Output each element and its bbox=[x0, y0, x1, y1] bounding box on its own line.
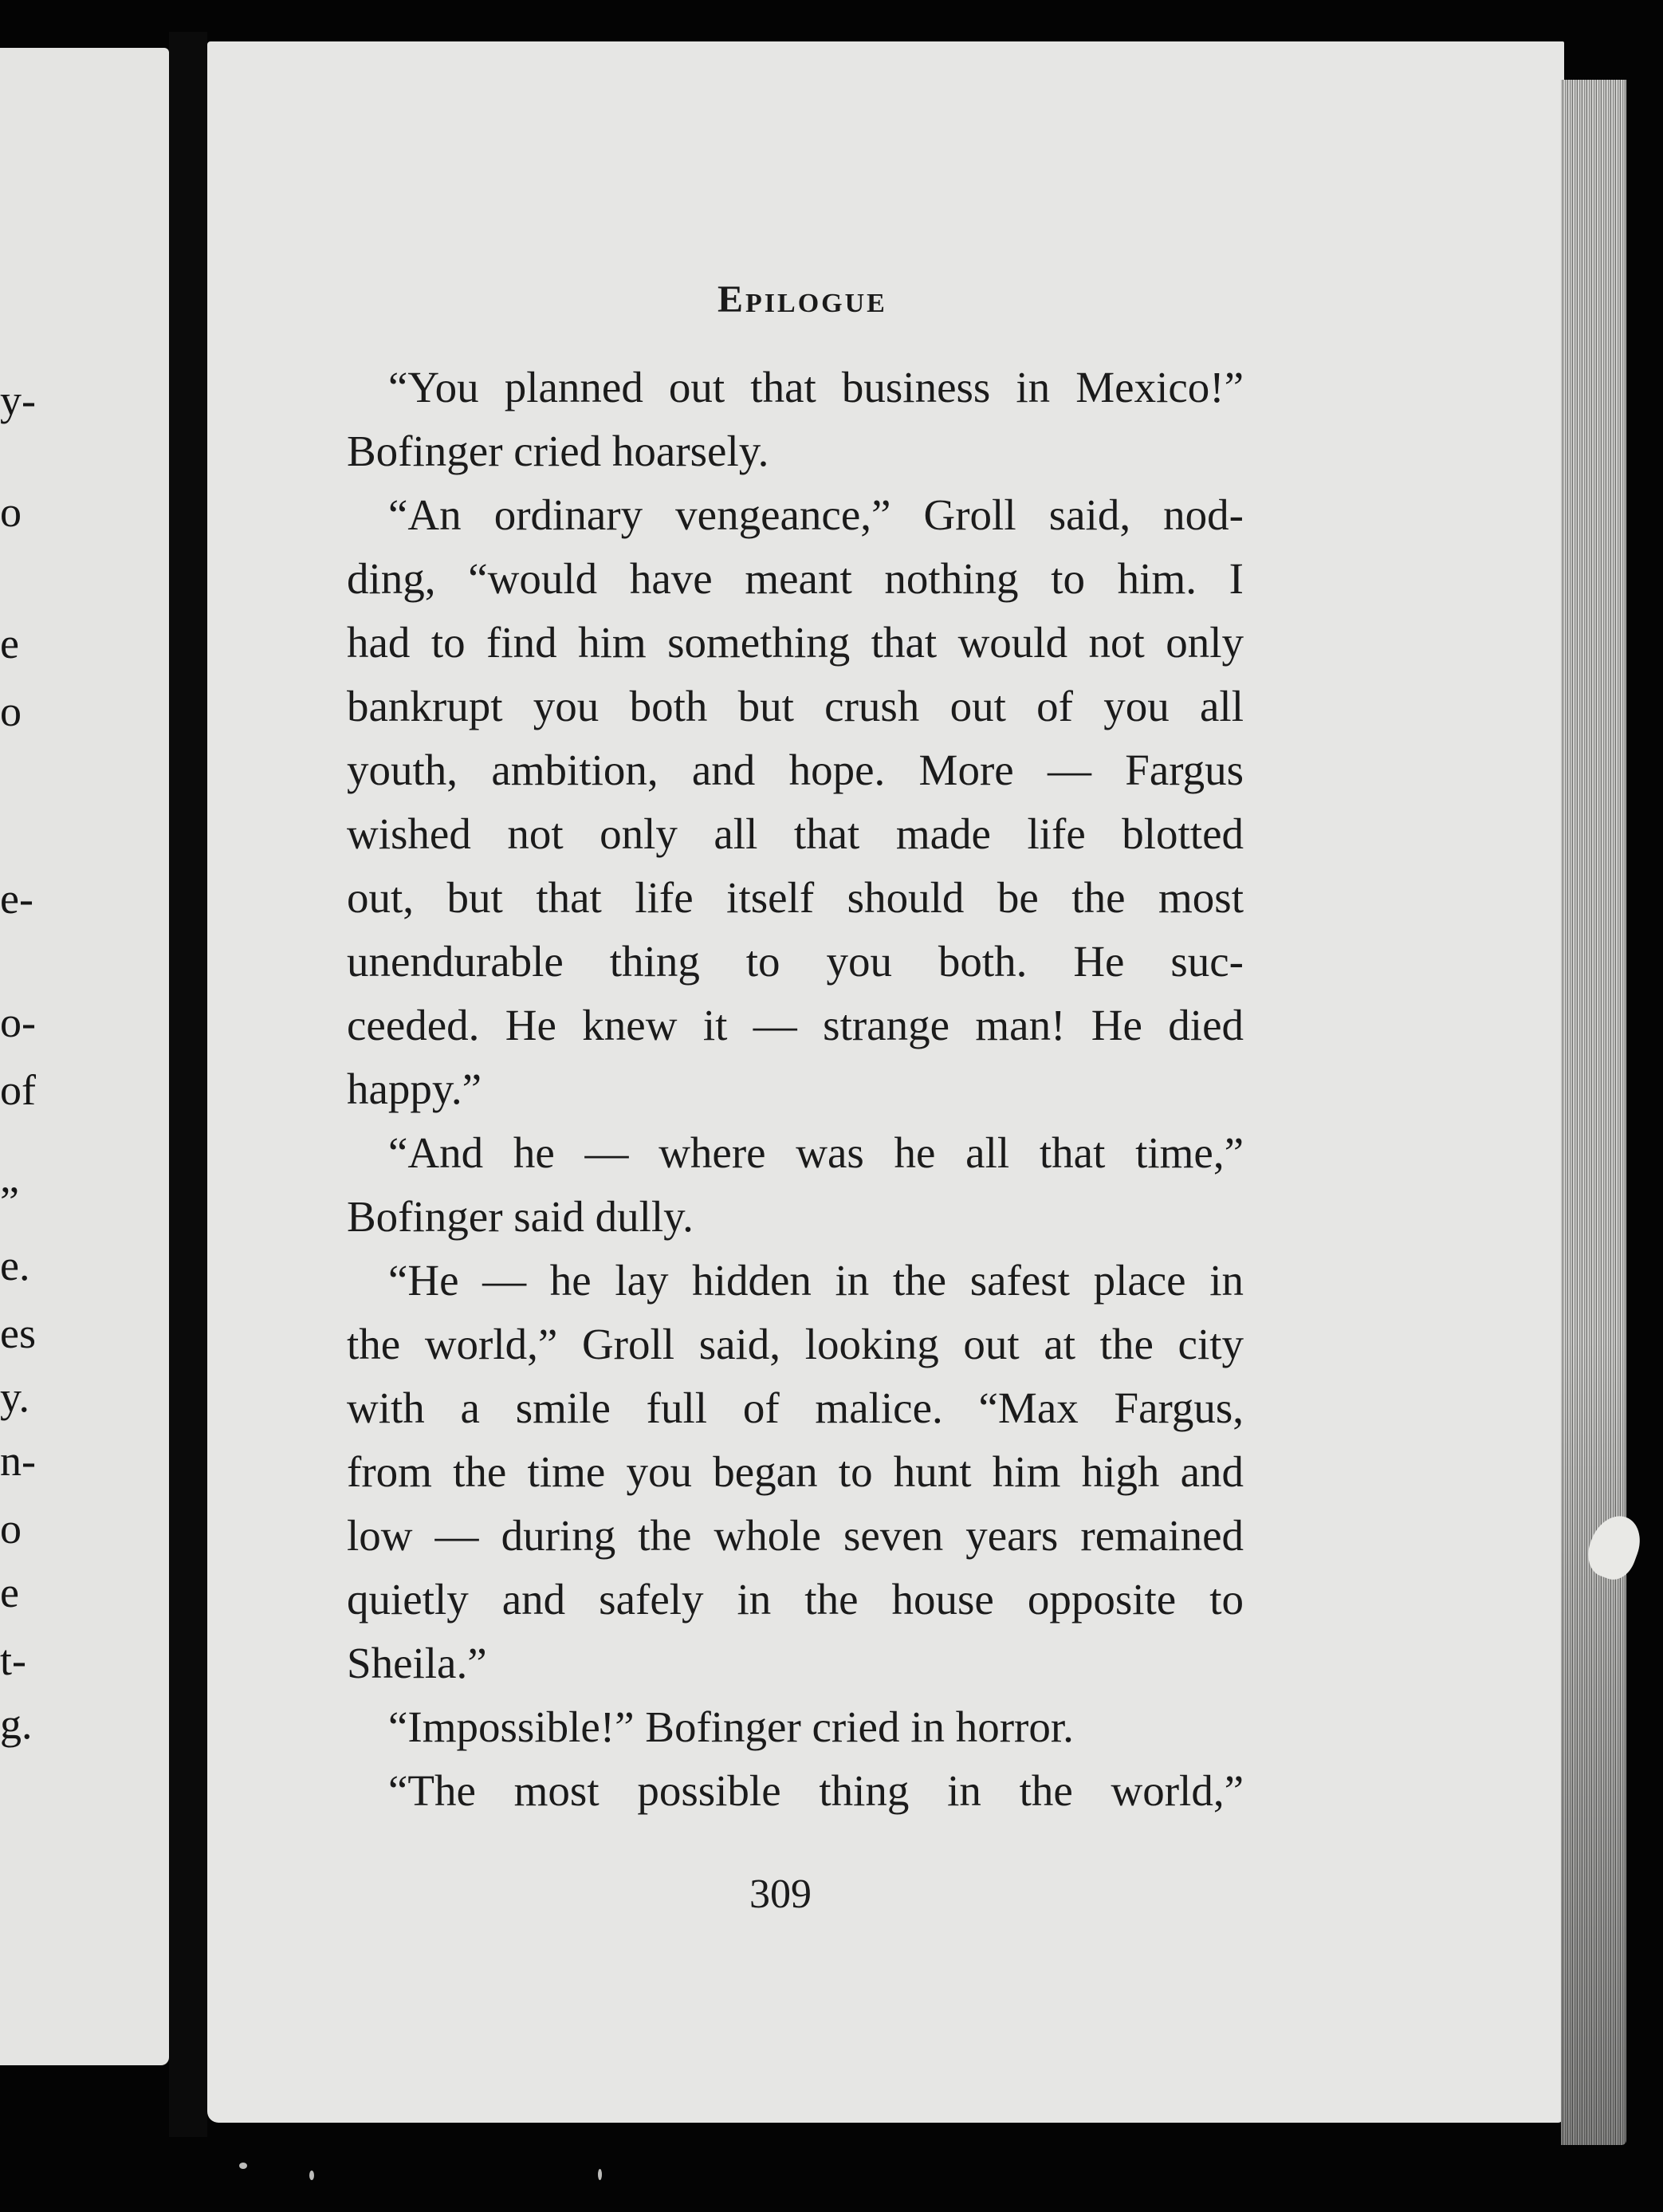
book-gutter bbox=[169, 32, 207, 2137]
paragraph bbox=[347, 483, 1244, 1121]
text-line: “You planned out that business in Mexico!” bbox=[388, 363, 1244, 411]
text-line: from the time you began to hunt him high and bbox=[347, 1447, 1244, 1496]
text-line: low — during the whole seven years remained bbox=[347, 1511, 1244, 1560]
paragraph bbox=[347, 1249, 1244, 1695]
text-line: Bofinger cried hoarsely. bbox=[347, 427, 769, 475]
left-page-text-fragment: o bbox=[0, 1505, 22, 1553]
text-line: had to find him something that would not only bbox=[347, 618, 1244, 667]
left-page-text-fragment: y. bbox=[0, 1373, 29, 1421]
left-page-text-fragment: y- bbox=[0, 376, 36, 424]
left-page-text-fragment: g. bbox=[0, 1700, 33, 1748]
dust-speck bbox=[239, 2163, 247, 2169]
left-page-text-fragment: es bbox=[0, 1309, 36, 1357]
left-page-text-fragment: ” bbox=[0, 1178, 19, 1226]
book-page bbox=[207, 41, 1564, 2123]
text-line: ceeded. He knew it — strange man! He died bbox=[347, 1001, 1244, 1049]
text-line: “He — he lay hidden in the safest place in bbox=[388, 1256, 1244, 1305]
left-page-text-fragment: e- bbox=[0, 875, 33, 923]
text-line: ding, “would have meant nothing to him. I bbox=[347, 554, 1244, 603]
text-line: Sheila.” bbox=[347, 1639, 487, 1687]
text-line: quietly and safely in the house opposite to bbox=[347, 1575, 1244, 1624]
left-page-text-fragment: n- bbox=[0, 1437, 36, 1485]
left-page-text-fragment: e bbox=[0, 1568, 19, 1616]
text-line: out, but that life itself should be the most bbox=[347, 873, 1244, 922]
text-line: “And he — where was he all that time,” bbox=[388, 1128, 1244, 1177]
text-line: “An ordinary vengeance,” Groll said, nod- bbox=[388, 490, 1244, 539]
previous-page-fragment bbox=[0, 48, 169, 2065]
paragraph bbox=[347, 1695, 1244, 1759]
left-page-text-fragment: of bbox=[0, 1066, 36, 1114]
text-line: “The most possible thing in the world,” bbox=[388, 1766, 1244, 1815]
dust-speck bbox=[598, 2169, 602, 2180]
dust-speck bbox=[309, 2171, 314, 2180]
text-line: with a smile full of malice. “Max Fargus, bbox=[347, 1383, 1244, 1432]
text-line: wished not only all that made life blotted bbox=[347, 809, 1244, 858]
text-line: “Impossible!” Bofinger cried in horror. bbox=[388, 1702, 1074, 1751]
page-edge-stack bbox=[1561, 80, 1626, 2145]
text-line: youth, ambition, and hope. More — Fargus bbox=[347, 746, 1244, 794]
running-head: Epilogue bbox=[717, 278, 887, 321]
page-number: 309 bbox=[749, 1872, 812, 1917]
text-line: unendurable thing to you both. He suc- bbox=[347, 937, 1244, 986]
text-line: bankrupt you both but crush out of you all bbox=[347, 682, 1244, 730]
paragraph bbox=[347, 356, 1244, 483]
left-page-text-fragment: t- bbox=[0, 1636, 26, 1684]
left-page-text-fragment: o bbox=[0, 488, 22, 536]
paragraph bbox=[347, 1121, 1244, 1249]
left-page-text-fragment: e bbox=[0, 620, 19, 667]
page-body-text bbox=[347, 356, 1244, 1823]
left-page-text-fragment: o- bbox=[0, 998, 36, 1046]
left-page-text-fragment: e. bbox=[0, 1242, 30, 1289]
left-page-text-fragment: o bbox=[0, 687, 22, 735]
text-line: the world,” Groll said, looking out at the city bbox=[347, 1320, 1244, 1368]
text-line: Bofinger said dully. bbox=[347, 1192, 694, 1241]
text-line: happy.” bbox=[347, 1065, 482, 1113]
paragraph bbox=[347, 1759, 1244, 1823]
